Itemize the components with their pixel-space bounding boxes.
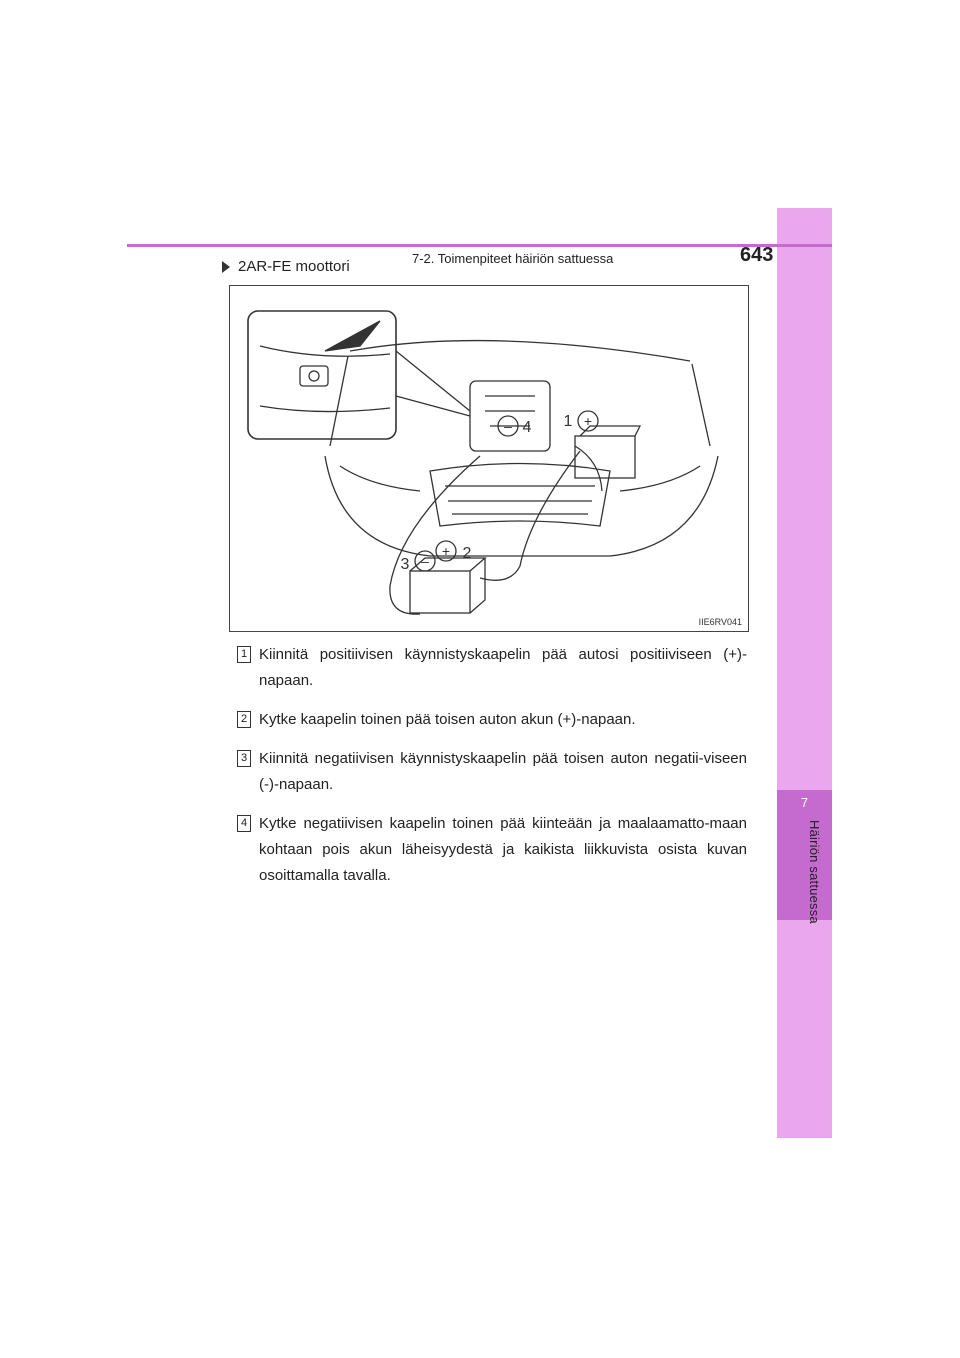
minus-sign-car: – bbox=[504, 418, 512, 434]
step-item bbox=[237, 811, 747, 889]
step-item bbox=[237, 642, 747, 694]
engine-bay-illustration bbox=[229, 285, 749, 632]
step-text: Kytke kaapelin toinen pää toisen auton akun (+)-napaan. bbox=[259, 711, 636, 728]
step-number: 2 bbox=[237, 711, 251, 728]
subheading bbox=[222, 258, 350, 275]
header-rule bbox=[127, 244, 832, 247]
step-list bbox=[237, 642, 747, 902]
callout-4: 4 bbox=[522, 419, 532, 436]
chapter-label: Häiriön sattuessa bbox=[807, 820, 822, 924]
plus-sign-donor: + bbox=[441, 543, 451, 559]
callout-1: 1 bbox=[563, 413, 573, 430]
plus-sign-car: + bbox=[583, 413, 593, 429]
step-text: Kytke negatiivisen kaapelin toinen pää kiinteään ja maalaamatto-maan kohtaan pois akun läheisyydestä ja kaikista liikkuvista osista kuvan osoittamalla tavalla. bbox=[259, 815, 747, 884]
triangle-bullet-icon bbox=[222, 261, 230, 273]
step-text: Kiinnitä negatiivisen käynnistyskaapelin pää toisen auton negatii-viseen (-)-napaan. bbox=[259, 750, 747, 793]
jump-start-diagram bbox=[230, 286, 748, 631]
minus-sign-donor: – bbox=[421, 553, 429, 569]
subheading-text: 2AR-FE moottori bbox=[238, 258, 350, 275]
step-text: Kiinnitä positiivisen käynnistyskaapelin pää autosi positiiviseen (+)-napaan. bbox=[259, 646, 747, 689]
figure-code: IIE6RV041 bbox=[698, 617, 742, 627]
step-item bbox=[237, 746, 747, 798]
page-number: 643 bbox=[740, 244, 774, 266]
step-number: 3 bbox=[237, 750, 251, 767]
step-number: 1 bbox=[237, 646, 251, 663]
step-item bbox=[237, 707, 747, 733]
chapter-number: 7 bbox=[800, 795, 809, 810]
chapter-side-tab bbox=[777, 208, 832, 1138]
step-number: 4 bbox=[237, 815, 251, 832]
callout-3: 3 bbox=[400, 556, 410, 573]
section-title: 7-2. Toimenpiteet häiriön sattuessa bbox=[412, 251, 614, 266]
callout-2: 2 bbox=[462, 545, 472, 562]
